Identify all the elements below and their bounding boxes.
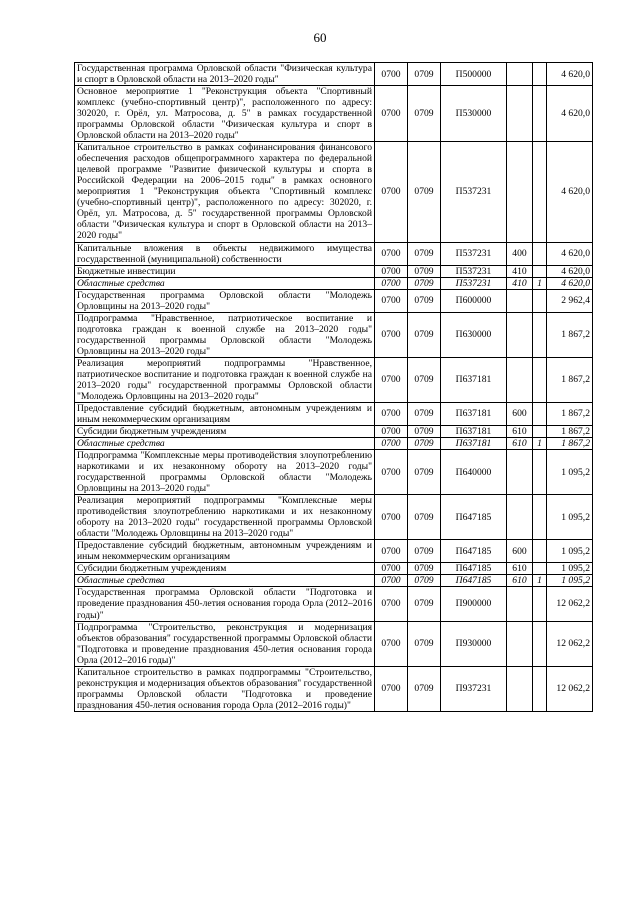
- row-description: Предоставление субсидий бюджетным, автономным учреждениям и иным некоммерческим организациям: [75, 540, 375, 563]
- row-section-code: 0700: [375, 450, 408, 495]
- row-section-code: 0700: [375, 540, 408, 563]
- row-section-code: 0700: [375, 142, 408, 242]
- row-source-code: [533, 426, 547, 438]
- row-target-article: П647185: [441, 540, 507, 563]
- row-target-article: П530000: [441, 86, 507, 142]
- row-amount: 1 095,2: [547, 495, 593, 540]
- row-amount: 12 062,2: [547, 587, 593, 621]
- row-target-article: П537231: [441, 277, 507, 289]
- row-section-code: 0700: [375, 289, 408, 312]
- row-amount: 12 062,2: [547, 621, 593, 666]
- row-description: Областные средства: [75, 277, 375, 289]
- row-expense-type: [507, 86, 533, 142]
- table-row: [75, 357, 593, 402]
- table-row: [75, 277, 593, 289]
- row-amount: 4 620,0: [547, 142, 593, 242]
- row-subsection-code: 0709: [408, 666, 441, 711]
- row-description: Областные средства: [75, 438, 375, 450]
- row-amount: 1 095,2: [547, 540, 593, 563]
- row-expense-type: 400: [507, 242, 533, 265]
- row-expense-type: 410: [507, 277, 533, 289]
- row-description: Предоставление субсидий бюджетным, автономным учреждениям и иным некоммерческим организациям: [75, 402, 375, 425]
- row-source-code: [533, 142, 547, 242]
- row-description: Основное мероприятие 1 "Реконструкция объекта "Спортивный комплекс (учебно-спортивный центр)", расположенного по адресу: 302020, г. Орёл, ул. Матросова, д. 5" в рамках государственной программы Орловской области "Физическая культура и спорт в Орловской области на 2013–2020 годы": [75, 86, 375, 142]
- row-target-article: П900000: [441, 587, 507, 621]
- row-target-article: П537231: [441, 142, 507, 242]
- row-amount: 1 867,2: [547, 402, 593, 425]
- row-source-code: [533, 450, 547, 495]
- row-expense-type: [507, 450, 533, 495]
- row-amount: 1 095,2: [547, 575, 593, 587]
- row-source-code: [533, 587, 547, 621]
- row-source-code: [533, 312, 547, 357]
- row-section-code: 0700: [375, 666, 408, 711]
- row-target-article: П647185: [441, 575, 507, 587]
- row-target-article: П640000: [441, 450, 507, 495]
- row-expense-type: [507, 142, 533, 242]
- row-expense-type: 610: [507, 426, 533, 438]
- row-description: Государственная программа Орловской области "Физическая культура и спорт в Орловской области на 2013–2020 годы": [75, 63, 375, 86]
- row-description: Подпрограмма "Комплексные меры противодействия злоупотреблению наркотиками и их незаконному обороту на 2013–2020 годы" государственной программы Орловской области "Молодежь Орловщины на 2013–2020 годы": [75, 450, 375, 495]
- row-amount: 2 962,4: [547, 289, 593, 312]
- row-source-code: [533, 265, 547, 277]
- row-expense-type: 610: [507, 563, 533, 575]
- row-subsection-code: 0709: [408, 86, 441, 142]
- row-expense-type: [507, 289, 533, 312]
- row-section-code: 0700: [375, 495, 408, 540]
- row-subsection-code: 0709: [408, 587, 441, 621]
- row-target-article: П637181: [441, 402, 507, 425]
- row-section-code: 0700: [375, 438, 408, 450]
- row-description: Реализация мероприятий подпрограммы "Комплексные меры противодействия злоупотреблению наркотиками и их незаконному обороту на 2013–2020 годы" государственной программы Орловской области "Молодежь Орловщины на 2013–2020 годы": [75, 495, 375, 540]
- row-amount: 4 620,0: [547, 242, 593, 265]
- row-target-article: П930000: [441, 621, 507, 666]
- row-description: Бюджетные инвестиции: [75, 265, 375, 277]
- row-source-code: [533, 242, 547, 265]
- row-section-code: 0700: [375, 621, 408, 666]
- row-source-code: [533, 402, 547, 425]
- row-description: Государственная программа Орловской области "Молодежь Орловщины на 2013–2020 годы": [75, 289, 375, 312]
- row-amount: 1 867,2: [547, 312, 593, 357]
- row-amount: 1 867,2: [547, 357, 593, 402]
- row-subsection-code: 0709: [408, 563, 441, 575]
- row-description: Государственная программа Орловской области "Подготовка и проведение празднования 450-летия основания города Орла (2012–2016 годы)": [75, 587, 375, 621]
- row-subsection-code: 0709: [408, 621, 441, 666]
- row-target-article: П630000: [441, 312, 507, 357]
- row-section-code: 0700: [375, 242, 408, 265]
- row-amount: 4 620,0: [547, 277, 593, 289]
- row-target-article: П647185: [441, 563, 507, 575]
- row-subsection-code: 0709: [408, 450, 441, 495]
- table-row: [75, 666, 593, 711]
- row-source-code: [533, 666, 547, 711]
- row-source-code: [533, 540, 547, 563]
- row-amount: 12 062,2: [547, 666, 593, 711]
- table-row: [75, 575, 593, 587]
- row-subsection-code: 0709: [408, 495, 441, 540]
- table-row: [75, 540, 593, 563]
- row-amount: 1 867,2: [547, 438, 593, 450]
- row-section-code: 0700: [375, 357, 408, 402]
- row-source-code: [533, 357, 547, 402]
- row-amount: 4 620,0: [547, 86, 593, 142]
- table-row: [75, 438, 593, 450]
- row-source-code: [533, 495, 547, 540]
- table-row: [75, 242, 593, 265]
- row-target-article: П637181: [441, 357, 507, 402]
- row-source-code: 1: [533, 575, 547, 587]
- row-expense-type: [507, 587, 533, 621]
- row-expense-type: [507, 312, 533, 357]
- table-row: [75, 86, 593, 142]
- row-description: Капитальное строительство в рамках софинансирования финансового обеспечения расходов общепрограммного характера по федеральной целевой программе "Развитие физической культуры и спорта в Российской Федерации на 2006–2015 годы" в рамках основного мероприятия 1 "Реконструкция объекта "Спортивный комплекс (учебно-спортивный центр)", расположенного по адресу: 302020, г. Орёл, ул. Матросова, д. 5" государственной программы Орловской области "Физическая культура и спорт в Орловской области на 2013–2020 годы": [75, 142, 375, 242]
- table-row: [75, 142, 593, 242]
- row-section-code: 0700: [375, 575, 408, 587]
- row-description: Реализация мероприятий подпрограммы "Нравственное, патриотическое воспитание и подготовка граждан к военной службе на 2013–2020 годы" государственной программы Орловской области "Молодежь Орловщины на 2013–2020 годы": [75, 357, 375, 402]
- row-expense-type: [507, 666, 533, 711]
- row-target-article: П600000: [441, 289, 507, 312]
- table-row: [75, 426, 593, 438]
- row-source-code: [533, 289, 547, 312]
- table-row: [75, 621, 593, 666]
- row-subsection-code: 0709: [408, 426, 441, 438]
- row-target-article: П637181: [441, 438, 507, 450]
- row-subsection-code: 0709: [408, 277, 441, 289]
- row-source-code: [533, 621, 547, 666]
- row-amount: 4 620,0: [547, 265, 593, 277]
- table-row: [75, 312, 593, 357]
- row-section-code: 0700: [375, 277, 408, 289]
- row-description: Капитальное строительство в рамках подпрограммы "Строительство, реконструкция и модернизация объектов образования" государственной программы Орловской области "Подготовка и проведение празднования 450-летия основания города Орла (2012–2016 годы)": [75, 666, 375, 711]
- row-target-article: П537231: [441, 265, 507, 277]
- row-amount: 1 095,2: [547, 563, 593, 575]
- row-subsection-code: 0709: [408, 402, 441, 425]
- row-description: Областные средства: [75, 575, 375, 587]
- row-target-article: П647185: [441, 495, 507, 540]
- row-source-code: 1: [533, 438, 547, 450]
- row-section-code: 0700: [375, 63, 408, 86]
- row-section-code: 0700: [375, 86, 408, 142]
- row-description: Подпрограмма "Нравственное, патриотическое воспитание и подготовка граждан к военной службе на 2013–2020 годы" государственной программы Орловской области "Молодежь Орловщины на 2013–2020 годы": [75, 312, 375, 357]
- row-description: Капитальные вложения в объекты недвижимого имущества государственной (муниципальной) собственности: [75, 242, 375, 265]
- row-subsection-code: 0709: [408, 142, 441, 242]
- page-number: 60: [313, 30, 327, 45]
- row-expense-type: 410: [507, 265, 533, 277]
- row-section-code: 0700: [375, 402, 408, 425]
- table-row: [75, 402, 593, 425]
- row-expense-type: 610: [507, 438, 533, 450]
- row-source-code: [533, 63, 547, 86]
- table-row: [75, 63, 593, 86]
- row-target-article: П637181: [441, 426, 507, 438]
- row-expense-type: [507, 495, 533, 540]
- budget-table: [74, 62, 593, 712]
- row-expense-type: [507, 621, 533, 666]
- row-section-code: 0700: [375, 312, 408, 357]
- row-section-code: 0700: [375, 426, 408, 438]
- table-row: [75, 289, 593, 312]
- row-subsection-code: 0709: [408, 357, 441, 402]
- row-subsection-code: 0709: [408, 63, 441, 86]
- row-description: Субсидии бюджетным учреждениям: [75, 426, 375, 438]
- row-amount: 4 620,0: [547, 63, 593, 86]
- table-row: [75, 265, 593, 277]
- row-section-code: 0700: [375, 563, 408, 575]
- row-target-article: П500000: [441, 63, 507, 86]
- row-target-article: П937231: [441, 666, 507, 711]
- row-description: Субсидии бюджетным учреждениям: [75, 563, 375, 575]
- row-description: Подпрограмма "Строительство, реконструкция и модернизация объектов образования" государственной программы Орловской области "Подготовка и проведение празднования 450-летия основания города Орла (2012–2016 годы)": [75, 621, 375, 666]
- row-expense-type: 600: [507, 540, 533, 563]
- row-subsection-code: 0709: [408, 289, 441, 312]
- row-amount: 1 095,2: [547, 450, 593, 495]
- row-subsection-code: 0709: [408, 265, 441, 277]
- row-amount: 1 867,2: [547, 426, 593, 438]
- row-expense-type: 610: [507, 575, 533, 587]
- row-subsection-code: 0709: [408, 242, 441, 265]
- row-subsection-code: 0709: [408, 312, 441, 357]
- row-expense-type: [507, 63, 533, 86]
- row-source-code: [533, 86, 547, 142]
- table-row: [75, 587, 593, 621]
- row-source-code: 1: [533, 277, 547, 289]
- row-target-article: П537231: [441, 242, 507, 265]
- row-expense-type: [507, 357, 533, 402]
- table-body: [75, 63, 593, 712]
- row-subsection-code: 0709: [408, 540, 441, 563]
- row-subsection-code: 0709: [408, 575, 441, 587]
- table-row: [75, 450, 593, 495]
- row-source-code: [533, 563, 547, 575]
- row-subsection-code: 0709: [408, 438, 441, 450]
- row-section-code: 0700: [375, 265, 408, 277]
- row-expense-type: 600: [507, 402, 533, 425]
- row-section-code: 0700: [375, 587, 408, 621]
- table-row: [75, 563, 593, 575]
- table-row: [75, 495, 593, 540]
